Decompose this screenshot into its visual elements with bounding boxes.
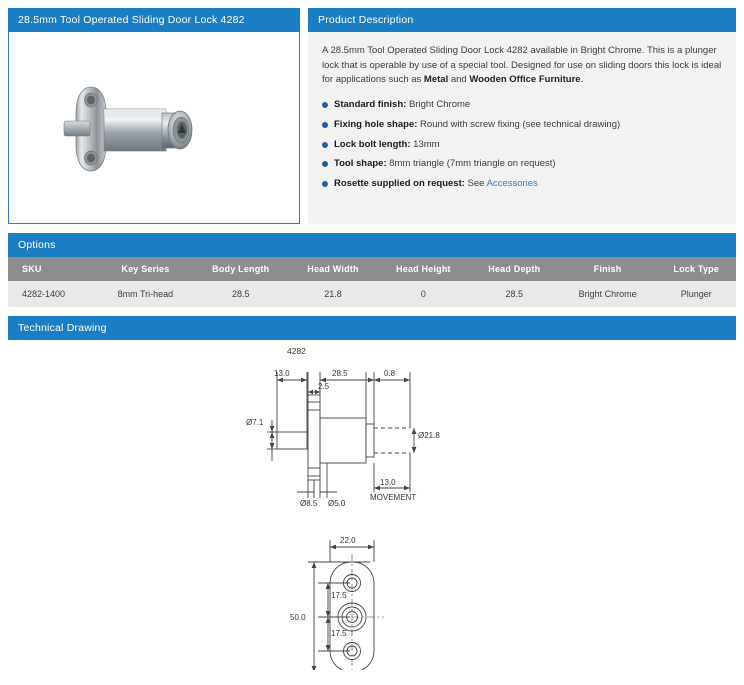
- product-image-box: [8, 32, 300, 224]
- dim-2-5: 2.5: [318, 382, 330, 391]
- table-row[interactable]: [8, 281, 736, 307]
- spec-item-finish: [322, 98, 722, 113]
- movement-label: MOVEMENT: [370, 493, 417, 502]
- dim-17-5-lower: 17.5: [331, 629, 347, 638]
- desc-bold-wooden: Wooden Office Furniture: [469, 74, 581, 86]
- cell-head-width: 21.8: [289, 281, 377, 307]
- dim-dia-5-0: Ø5.0: [328, 499, 346, 508]
- accessories-link[interactable]: Accessories: [486, 178, 538, 190]
- spec-label-bolt-length: Lock bolt length:: [334, 138, 411, 150]
- column-head-depth: Head Depth: [470, 257, 559, 281]
- options-section: [0, 233, 744, 307]
- desc-text-end: .: [580, 74, 584, 86]
- spec-value-rosette: See: [464, 178, 487, 190]
- description-header-bar: Product Description: [308, 8, 736, 32]
- product-image-panel: [8, 8, 300, 224]
- spec-item-rosette: [322, 177, 722, 192]
- spec-label-tool-shape: Tool shape:: [334, 158, 387, 170]
- technical-section: [0, 316, 744, 680]
- dim-dia-8-5: Ø8.5: [300, 499, 318, 508]
- spec-label-rosette: Rosette supplied on request:: [334, 178, 465, 190]
- cell-head-depth: 28.5: [470, 281, 559, 307]
- dim-50-0: 50.0: [290, 613, 306, 622]
- column-key-series: Key Series: [98, 257, 192, 281]
- product-title-bar: 28.5mm Tool Operated Sliding Door Lock 4282: [8, 8, 300, 32]
- part-number-label: 4282: [287, 346, 306, 356]
- dim-28-5: 28.5: [332, 369, 348, 378]
- column-body-length: Body Length: [192, 257, 289, 281]
- cell-head-height: 0: [377, 281, 470, 307]
- spec-list: [322, 98, 722, 192]
- cell-key-series: 8mm Tri-head: [98, 281, 192, 307]
- column-lock-type: Lock Type: [656, 257, 736, 281]
- description-paragraph: [322, 44, 722, 88]
- dim-17-5-upper: 17.5: [331, 591, 347, 600]
- top-row: [0, 0, 744, 224]
- cell-finish: Bright Chrome: [559, 281, 657, 307]
- spec-value-finish: Bright Chrome: [406, 99, 471, 111]
- column-finish: Finish: [559, 257, 657, 281]
- cell-sku: 4282-1400: [8, 281, 98, 307]
- technical-drawing-svg: [122, 340, 622, 670]
- spec-value-tool-shape: 8mm triangle (7mm triangle on request): [386, 158, 556, 170]
- desc-bold-metal: Metal: [423, 74, 449, 86]
- dim-dia-7-1: Ø7.1: [246, 418, 264, 427]
- column-head-height: Head Height: [377, 257, 470, 281]
- spec-value-bolt-length: 13mm: [410, 138, 440, 150]
- spec-item-tool-shape: [322, 157, 722, 172]
- desc-text-pre: A 28.5mm Tool Operated Sliding Door Lock 4282 available in Bright Chrome. This is a plunger lock that is operable by use of a special tool. Designed for use on sliding doors this lock is ideal for applications such as: [322, 45, 722, 86]
- dim-13-0-left: 13.0: [274, 369, 290, 378]
- dim-0-8: 0.8: [384, 369, 396, 378]
- spec-item-fixing-hole: [322, 118, 722, 133]
- spec-label-finish: Standard finish:: [334, 99, 407, 111]
- options-header-bar: Options: [8, 233, 736, 257]
- column-sku: SKU: [8, 257, 98, 281]
- options-table: [8, 257, 736, 307]
- options-header-row: [8, 257, 736, 281]
- technical-drawing-area: [8, 340, 736, 680]
- dim-22-0: 22.0: [340, 536, 356, 545]
- column-head-width: Head Width: [289, 257, 377, 281]
- spec-label-fixing-hole: Fixing hole shape:: [334, 118, 418, 130]
- dim-dia-21-8: Ø21.8: [418, 431, 440, 440]
- cell-body-length: 28.5: [192, 281, 289, 307]
- description-body: [308, 32, 736, 224]
- spec-value-fixing-hole: Round with screw fixing (see technical drawing): [417, 118, 621, 130]
- cell-lock-type: Plunger: [656, 281, 736, 307]
- sliding-door-lock-photo: [44, 53, 264, 203]
- desc-text-mid: and: [448, 74, 470, 86]
- dim-13-0-movement: 13.0: [380, 478, 396, 487]
- spec-item-bolt-length: [322, 138, 722, 153]
- product-description-panel: [308, 8, 736, 224]
- technical-header-bar: Technical Drawing: [8, 316, 736, 340]
